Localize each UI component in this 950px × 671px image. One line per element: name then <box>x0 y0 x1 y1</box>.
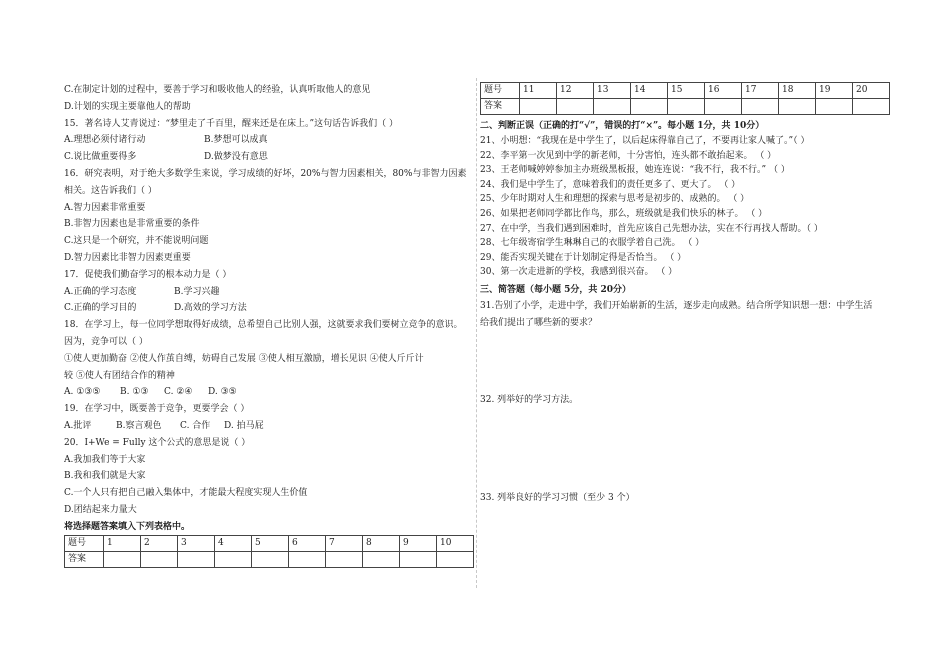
right-column <box>480 82 890 507</box>
table-number-cell: 1 <box>104 535 141 551</box>
q18-items-line1: ①使人更加勤奋 ②使人作茧自缚，妨碍自己发展 ③使人相互激励，增长见识 ④使人斤斤计 <box>64 353 424 364</box>
table-header-label: 题号 <box>481 83 520 99</box>
q19-stem: 19．在学习中，既要善于竞争，更要学会（ ） <box>64 404 250 415</box>
q16-stem-line1: 16．研究表明，对于绝大多数学生来说，学习成绩的好坏，20%与智力因素相关，80%与非智力因素 <box>64 168 467 179</box>
left-column <box>64 82 474 568</box>
answer-cell[interactable] <box>289 551 326 567</box>
q15-options-row2 <box>64 149 474 166</box>
q19-option-a: A.批评 <box>64 420 92 431</box>
answer-cell[interactable] <box>141 551 178 567</box>
table-number-row <box>65 535 474 551</box>
q32-stem: 32. 列举好的学习方法。 <box>480 394 579 405</box>
table-instruction: 将选择题答案填入下列表格中。 <box>64 521 191 532</box>
q19-options-row <box>64 418 474 435</box>
answer-cell[interactable] <box>742 99 779 115</box>
answer-cell[interactable] <box>363 551 400 567</box>
table-number-cell: 17 <box>742 83 779 99</box>
q15-option-b: B.梦想可以成真 <box>204 135 268 146</box>
table-number-cell: 19 <box>816 83 853 99</box>
q20-stem: 20．I+We = Fully 这个公式的意思是说（ ） <box>64 437 251 448</box>
q19-option-d: D. 拍马屁 <box>224 420 264 431</box>
table-number-cell: 6 <box>289 535 326 551</box>
answer-cell[interactable] <box>631 99 668 115</box>
table-answer-row <box>481 99 890 115</box>
q17-option-c: C.正确的学习目的 <box>64 303 137 314</box>
tf-item-27: 27、在中学，当我们遇到困难时，首先应该自己先想办法，实在不行再找人帮助。（ ） <box>480 223 823 234</box>
q16-option-b: B.非智力因素也是非常重要的条件 <box>64 219 200 230</box>
table-number-cell: 15 <box>668 83 705 99</box>
q31-line1: 31.告别了小学，走进中学，我们开始崭新的生活，逐步走向成熟。结合所学知识想一想：中学生活 <box>480 300 873 311</box>
table-number-cell: 3 <box>178 535 215 551</box>
column-divider <box>476 78 477 588</box>
q17-options-row2 <box>64 300 474 317</box>
q18-items-line2: 较 ⑤使人有团结合作的精神 <box>64 370 175 381</box>
q18-option-b: B. ①③ <box>120 387 149 398</box>
table-number-cell: 5 <box>252 535 289 551</box>
table-answer-label: 答案 <box>481 99 520 115</box>
tf-item-22: 22、李平第一次见到中学的新老师，十分害怕，连头都不敢抬起来。 （ ） <box>480 150 777 161</box>
q14-option-d: D.计划的实现主要靠他人的帮助 <box>64 101 191 112</box>
table-number-cell: 18 <box>779 83 816 99</box>
q15-options-row1 <box>64 132 474 149</box>
table-number-cell: 12 <box>557 83 594 99</box>
answer-cell[interactable] <box>437 551 474 567</box>
q33-stem: 33. 列举良好的学习习惯（至少 3 个） <box>480 493 635 504</box>
answer-cell[interactable] <box>816 99 853 115</box>
answer-cell[interactable] <box>252 551 289 567</box>
tf-item-23: 23、王老师喊婷婷参加主办班级黑板报，她连连说：“我不行，我不行。” （ ） <box>480 165 790 176</box>
q17-option-a: A.正确的学习态度 <box>64 286 137 297</box>
answer-cell[interactable] <box>668 99 705 115</box>
section2-title: 二、判断正误（正确的打“√”，错误的打“×”。每小题 1分，共 10分） <box>480 121 765 131</box>
q18-stem-line1: 18．在学习上，每一位同学想取得好成绩，总希望自己比别人强，这就要求我们要树立竞争的意识。 <box>64 320 463 331</box>
table-number-cell: 2 <box>141 535 178 551</box>
answer-cell[interactable] <box>520 99 557 115</box>
q20-option-d: D.团结起来力量大 <box>64 504 137 515</box>
answer-cell[interactable] <box>594 99 631 115</box>
q19-option-c: C. 合作 <box>180 420 211 431</box>
answer-table-11-20 <box>480 82 890 115</box>
q14-option-c: C.在制定计划的过程中，要善于学习和吸收他人的经验，认真听取他人的意见 <box>64 85 371 95</box>
table-number-cell: 11 <box>520 83 557 99</box>
tf-item-28: 28、七年级寄宿学生琳琳自己的衣服学着自己洗。 （ ） <box>480 238 705 249</box>
tf-item-25: 25、少年时期对人生和理想的探索与思考是初步的、成熟的。 （ ） <box>480 194 750 205</box>
table-number-cell: 9 <box>400 535 437 551</box>
q15-stem: 15．著名诗人艾青说过：“梦里走了千百里，醒来还是在床上。”这句话告诉我们（ ） <box>64 118 399 129</box>
table-number-cell: 7 <box>326 535 363 551</box>
q17-stem: 17．促使我们勤奋学习的根本动力是（ ） <box>64 269 232 280</box>
answer-cell[interactable] <box>853 99 890 115</box>
q16-option-a: A.智力因素非常重要 <box>64 202 146 213</box>
q31-answer-space[interactable] <box>480 332 890 392</box>
q18-options-row <box>64 384 474 401</box>
q15-option-d: D.做梦没有意思 <box>204 152 268 163</box>
answer-cell[interactable] <box>779 99 816 115</box>
table-answer-label: 答案 <box>65 551 104 567</box>
answer-cell[interactable] <box>400 551 437 567</box>
q20-option-b: B.我和我们就是大家 <box>64 471 146 482</box>
answer-cell[interactable] <box>215 551 252 567</box>
table-number-cell: 14 <box>631 83 668 99</box>
table-number-cell: 13 <box>594 83 631 99</box>
q17-option-b: B.学习兴趣 <box>174 286 220 297</box>
q15-option-c: C.说比做重要得多 <box>64 152 137 163</box>
table-number-cell: 8 <box>363 535 400 551</box>
q15-option-a: A.理想必须付诸行动 <box>64 135 146 146</box>
tf-item-21: 21、小明想：“我现在是中学生了，以后起床得靠自己了，不要再让家人喊了。”（ ） <box>480 136 810 146</box>
table-number-cell: 16 <box>705 83 742 99</box>
q18-option-d: D. ③⑤ <box>208 387 237 398</box>
answer-cell[interactable] <box>705 99 742 115</box>
q18-option-a: A. ①③⑤ <box>64 387 101 398</box>
table-number-cell: 20 <box>853 83 890 99</box>
table-number-cell: 4 <box>215 535 252 551</box>
q16-option-d: D.智力因素比非智力因素更重要 <box>64 252 191 263</box>
q32-answer-space[interactable] <box>480 408 890 490</box>
q20-option-a: A.我加我们等于大家 <box>64 454 146 465</box>
q19-option-b: B.察言观色 <box>116 420 162 431</box>
answer-table-1-10 <box>64 535 474 568</box>
q16-stem-line2: 相关。这告诉我们（ ） <box>64 185 157 196</box>
answer-cell[interactable] <box>326 551 363 567</box>
q31-line2: 给我们提出了哪些新的要求？ <box>480 317 598 328</box>
answer-cell[interactable] <box>557 99 594 115</box>
tf-item-24: 24、我们是中学生了，意味着我们的责任更多了、更大了。 （ ） <box>480 179 741 190</box>
tf-item-26: 26、如果把老师同学都比作鸟，那么，班级就是我们快乐的林子。 （ ） <box>480 208 768 219</box>
q20-option-c: C.一个人只有把自己融入集体中，才能最大程度实现人生价值 <box>64 488 308 499</box>
table-number-cell: 10 <box>437 535 474 551</box>
answer-cell[interactable] <box>104 551 141 567</box>
q17-options-row1 <box>64 284 474 301</box>
table-answer-row <box>65 551 474 567</box>
q18-stem-line2: 因为，竞争可以（ ） <box>64 336 148 347</box>
tf-item-30: 30、第一次走进新的学校，我感到很兴奋。 （ ） <box>480 267 678 278</box>
q17-option-d: D.高效的学习方法 <box>174 303 247 314</box>
section3-title: 三、简答题（每小题 5分，共 20分） <box>480 284 632 295</box>
tf-item-29: 29、能否实现关键在于计划制定得是否恰当。 （ ） <box>480 252 687 263</box>
answer-cell[interactable] <box>178 551 215 567</box>
q16-option-c: C.这只是一个研究，并不能说明问题 <box>64 236 209 247</box>
q18-option-c: C. ②④ <box>164 387 193 398</box>
table-number-row <box>481 83 890 99</box>
table-header-label: 题号 <box>65 535 104 551</box>
